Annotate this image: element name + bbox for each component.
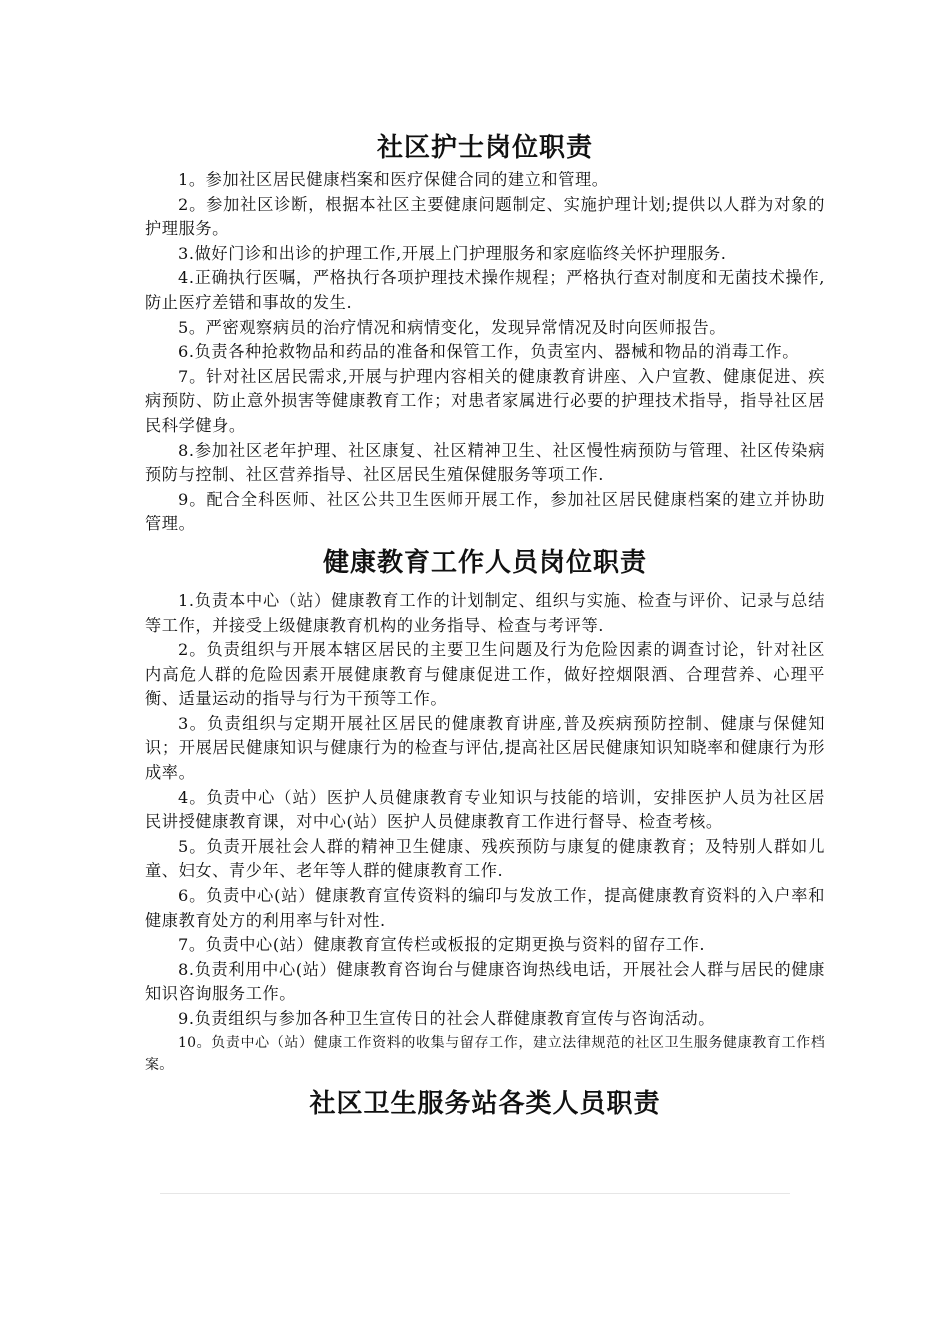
list-item: 4.正确执行医嘱，严格执行各项护理技术操作规程；严格执行查对制度和无菌技术操作,防止医疗差错和事故的发生. bbox=[145, 268, 825, 312]
list-item: 6。负责中心(站）健康教育宣传资料的编印与发放工作，提高健康教育资料的入户率和健康教育处方的利用率与针对性. bbox=[145, 886, 825, 930]
document-content bbox=[145, 128, 825, 1124]
section-title: 健康教育工作人员岗位职责 bbox=[322, 547, 647, 578]
list-item: 6.负责各种抢救物品和药品的准备和保管工作，负责室内、器械和物品的消毒工作。 bbox=[178, 342, 799, 362]
list-item: 5。严密观察病员的治疗情况和病情变化，发现异常情况及时向医师报告。 bbox=[178, 317, 727, 337]
list-item: 10。负责中心（站）健康工作资料的收集与留存工作，建立法律规范的社区卫生服务健康教育工作档案。 bbox=[145, 1034, 825, 1073]
list-item: 7。针对社区居民需求,开展与护理内容相关的健康教育讲座、入户宣教、健康促进、疾病预防、防止意外损害等健康教育工作；对患者家属进行必要的护理技术指导，指导社区居民科学健身。 bbox=[145, 366, 825, 435]
section-title: 社区卫生服务站各类人员职责 bbox=[309, 1088, 661, 1119]
section-service-station-staff bbox=[145, 1084, 825, 1124]
list-item: 5。负责开展社会人群的精神卫生健康、残疾预防与康复的健康教育；及特别人群如儿童、妇女、青少年、老年等人群的健康教育工作. bbox=[145, 836, 825, 881]
list-item: 9.负责组织与参加各种卫生宣传日的社会人群健康教育宣传与咨询活动。 bbox=[178, 1009, 716, 1028]
list-item: 8.负责利用中心(站）健康教育咨询台与健康咨询热线电话，开展社会人群与居民的健康知识咨询服务工作。 bbox=[145, 959, 825, 1004]
section-title: 社区护士岗位职责 bbox=[376, 133, 593, 163]
list-item: 3。负责组织与定期开展社区居民的健康教育讲座,普及疾病预防控制、健康与保健知识；开展居民健康知识与健康行为的检查与评估,提高社区居民健康知识知晓率和健康行为形成率。 bbox=[145, 713, 825, 783]
list-item: 3.做好门诊和出诊的护理工作,开展上门护理服务和家庭临终关怀护理服务. bbox=[178, 243, 727, 263]
list-item: 7。负责中心(站）健康教育宣传栏或板报的定期更换与资料的留存工作. bbox=[178, 935, 706, 955]
list-item: 1。参加社区居民健康档案和医疗保健合同的建立和管理。 bbox=[178, 170, 609, 189]
section-community-nurse bbox=[145, 128, 825, 537]
list-item: 4。负责中心（站）医护人员健康教育专业知识与技能的培训，安排医护人员为社区居民讲授健康教育课，对中心(站）医护人员健康教育工作进行督导、检查考核。 bbox=[145, 787, 825, 832]
list-item: 1.负责本中心（站）健康教育工作的计划制定、组织与实施、检查与评价、记录与总结等工作，并接受上级健康教育机构的业务指导、检查与考评等. bbox=[145, 590, 825, 635]
list-item: 2。负责组织与开展本辖区居民的主要卫生问题及行为危险因素的调查讨论，针对社区内高危人群的危险因素开展健康教育与健康促进工作，做好控烟限酒、合理营养、心理平衡、适量运动的指导与行为干预等工作。 bbox=[145, 640, 825, 709]
list-item: 8.参加社区老年护理、社区康复、社区精神卫生、社区慢性病预防与管理、社区传染病预防与控制、社区营养指导、社区居民生殖保健服务等项工作. bbox=[145, 440, 825, 485]
divider bbox=[160, 1193, 790, 1194]
section-health-education bbox=[145, 543, 825, 1076]
list-item: 9。配合全科医师、社区公共卫生医师开展工作，参加社区居民健康档案的建立并协助管理。 bbox=[145, 489, 825, 534]
list-item: 2。参加社区诊断，根据本社区主要健康问题制定、实施护理计划;提供以人群为对象的护理服务。 bbox=[145, 194, 825, 239]
